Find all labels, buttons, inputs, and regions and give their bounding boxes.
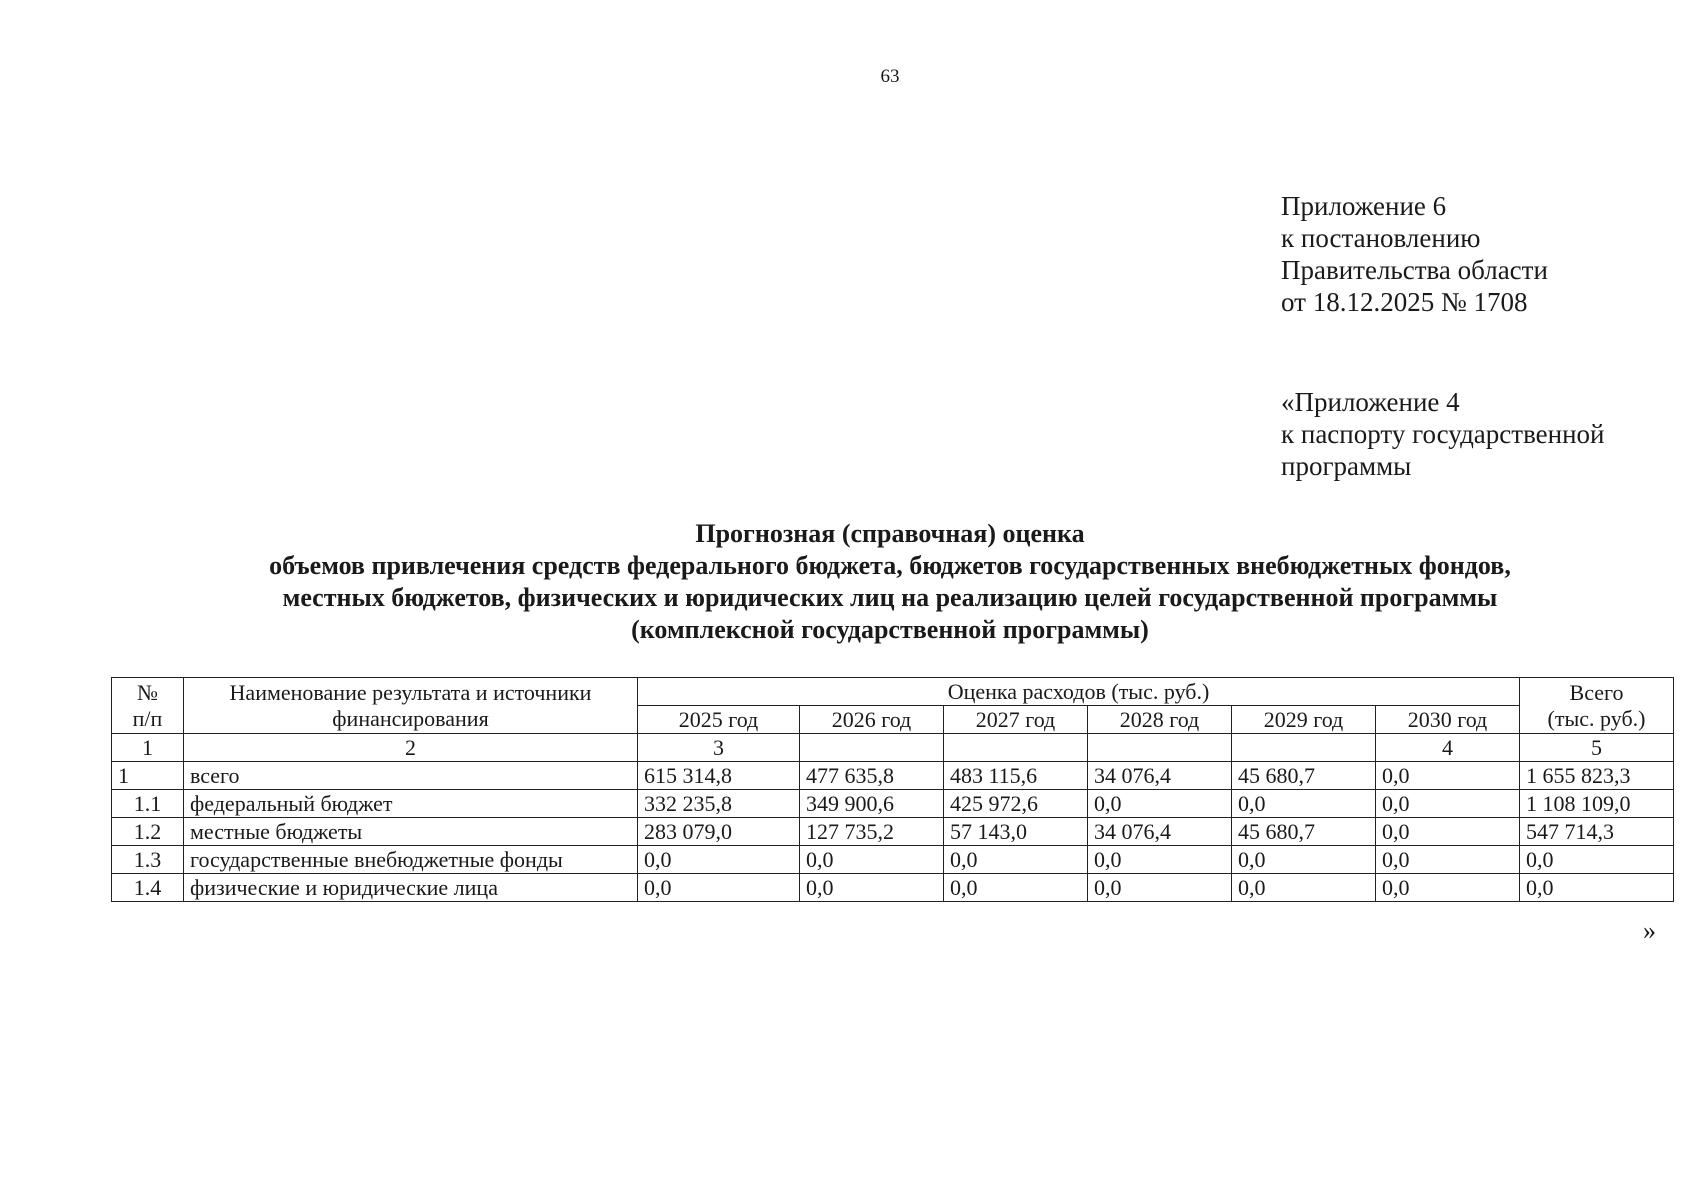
row-value: 0,0 (1376, 790, 1520, 818)
row-value: 0,0 (1376, 762, 1520, 790)
title-line: объемов привлечения средств федерального бюджета, бюджетов государственных внебюджетных фондов, (269, 551, 1511, 580)
row-name: федеральный бюджет (184, 790, 638, 818)
header-total-line1: Всего (1569, 679, 1624, 705)
header-num-line2: п/п (132, 705, 163, 731)
table-row (112, 874, 1674, 902)
row-value: 0,0 (944, 874, 1088, 902)
header-num (112, 678, 184, 734)
appendix-4-line: «Приложение 4 (1281, 387, 1460, 417)
header-year: 2026 год (800, 706, 944, 734)
header-num-line1: № (137, 679, 158, 705)
column-number: 3 (638, 734, 800, 762)
row-number: 1 (112, 762, 184, 790)
row-value: 0,0 (1376, 818, 1520, 846)
row-number: 1.3 (112, 846, 184, 874)
row-value: 615 314,8 (638, 762, 800, 790)
header-total (1520, 678, 1674, 734)
column-number: 1 (112, 734, 184, 762)
row-total: 1 655 823,3 (1520, 762, 1674, 790)
appendix-6-line: Приложение 6 (1281, 191, 1447, 221)
header-estimate: Оценка расходов (тыс. руб.) (638, 678, 1520, 706)
header-year: 2028 год (1088, 706, 1232, 734)
row-value: 34 076,4 (1088, 762, 1232, 790)
appendix-6-line: к постановлению (1281, 223, 1481, 253)
header-year: 2025 год (638, 706, 800, 734)
title-line: (комплексной государственной программы) (631, 615, 1149, 644)
table-row (112, 762, 1674, 790)
row-total: 547 714,3 (1520, 818, 1674, 846)
row-name: всего (184, 762, 638, 790)
row-value: 0,0 (800, 846, 944, 874)
row-value: 0,0 (1376, 874, 1520, 902)
column-number: 4 (1376, 734, 1520, 762)
row-value: 0,0 (1232, 790, 1376, 818)
title-line: местных бюджетов, физических и юридических лиц на реализацию целей государственной программы (282, 583, 1498, 612)
column-number (1088, 734, 1232, 762)
row-value: 0,0 (1088, 874, 1232, 902)
row-name: местные бюджеты (184, 818, 638, 846)
row-value: 0,0 (944, 846, 1088, 874)
row-number: 1.4 (112, 874, 184, 902)
page-number: 63 (880, 66, 900, 87)
table-row (112, 846, 1674, 874)
row-value: 34 076,4 (1088, 818, 1232, 846)
column-number (1232, 734, 1376, 762)
row-value: 0,0 (1088, 846, 1232, 874)
column-number (800, 734, 944, 762)
row-value: 425 972,6 (944, 790, 1088, 818)
title-line: Прогнозная (справочная) оценка (695, 519, 1085, 548)
header-year: 2027 год (944, 706, 1088, 734)
row-number: 1.2 (112, 818, 184, 846)
row-value: 45 680,7 (1232, 818, 1376, 846)
row-value: 0,0 (1376, 846, 1520, 874)
row-name: государственные внебюджетные фонды (184, 846, 638, 874)
appendix-4-line: программы (1281, 451, 1412, 481)
row-value: 0,0 (638, 846, 800, 874)
row-number: 1.1 (112, 790, 184, 818)
table-row (112, 818, 1674, 846)
row-value: 127 735,2 (800, 818, 944, 846)
header-row (112, 678, 1674, 706)
column-number: 2 (184, 734, 638, 762)
appendix-4-block (1281, 386, 1605, 482)
header-year: 2029 год (1232, 706, 1376, 734)
row-total: 0,0 (1520, 874, 1674, 902)
appendix-6-line: Правительства области (1281, 255, 1548, 285)
row-value: 57 143,0 (944, 818, 1088, 846)
row-total: 1 108 109,0 (1520, 790, 1674, 818)
header-name-line2: финансирования (332, 705, 489, 731)
appendix-6-block (1281, 190, 1548, 318)
row-total: 0,0 (1520, 846, 1674, 874)
appendix-6-line: от 18.12.2025 № 1708 (1281, 287, 1528, 317)
row-value: 0,0 (1088, 790, 1232, 818)
closing-quote: » (1643, 916, 1656, 945)
row-value: 283 079,0 (638, 818, 800, 846)
column-number: 5 (1520, 734, 1674, 762)
header-year: 2030 год (1376, 706, 1520, 734)
row-value: 45 680,7 (1232, 762, 1376, 790)
row-value: 0,0 (1232, 846, 1376, 874)
column-numbers-row (112, 734, 1674, 762)
header-name (184, 678, 638, 734)
column-number (944, 734, 1088, 762)
row-value: 332 235,8 (638, 790, 800, 818)
header-name-line1: Наименование результата и источники (229, 679, 592, 705)
row-value: 0,0 (800, 874, 944, 902)
row-value: 0,0 (638, 874, 800, 902)
header-total-line2: (тыс. руб.) (1547, 705, 1646, 731)
row-name: физические и юридические лица (184, 874, 638, 902)
row-value: 477 635,8 (800, 762, 944, 790)
document-title (110, 518, 1670, 646)
row-value: 483 115,6 (944, 762, 1088, 790)
table-row (112, 790, 1674, 818)
funding-table (111, 677, 1674, 902)
row-value: 349 900,6 (800, 790, 944, 818)
appendix-4-line: к паспорту государственной (1281, 419, 1605, 449)
row-value: 0,0 (1232, 874, 1376, 902)
